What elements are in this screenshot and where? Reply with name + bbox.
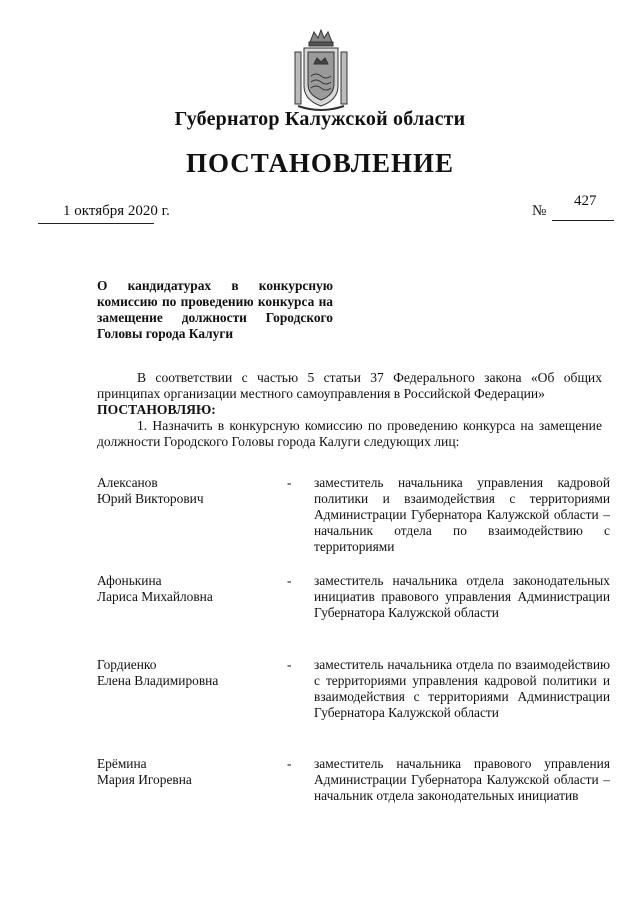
number-underline <box>552 220 614 221</box>
member-role: заместитель начальника правового управления Администрации Губернатора Калужской области – начальник отдела законодательных инициатив <box>314 756 610 803</box>
document-subject: О кандидатурах в конкурсную комиссию по проведению конкурса на замещение должности Городского Головы города Калуги <box>97 278 333 341</box>
member-given-name: Юрий Викторович <box>97 491 204 506</box>
member-given-name: Мария Игоревна <box>97 772 192 787</box>
member-given-name: Лариса Михайловна <box>97 589 213 604</box>
member-dash: - <box>287 475 292 490</box>
member-surname: Гордиенко <box>97 657 157 672</box>
preamble-paragraph: В соответствии с частью 5 статьи 37 Федерального закона «Об общих принципах организации местного самоуправления в Российской Федерации» <box>97 370 602 401</box>
document-number: 427 <box>574 193 597 209</box>
member-given-name: Елена Владимировна <box>97 673 219 688</box>
issuing-authority: Губернатор Калужской области <box>174 108 466 130</box>
coat-of-arms-emblem <box>292 28 350 114</box>
member-surname: Алексанов <box>97 475 158 490</box>
item-1-paragraph: 1. Назначить в конкурсную комиссию по проведению конкурса на замещение должности Городского Головы города Калуги следующих лиц: <box>97 418 602 449</box>
member-role: заместитель начальника отдела законодательных инициатив правового управления Администрации Губернатора Калужской области <box>314 573 610 620</box>
member-name <box>97 573 277 605</box>
member-role: заместитель начальника отдела по взаимодействию с территориями управления кадровой политики и взаимодействия с территориями Администрации Губернатора Калужской области <box>314 657 610 720</box>
member-name <box>97 756 277 788</box>
document-date: 1 октября 2020 г. <box>63 203 170 219</box>
member-dash: - <box>287 573 292 588</box>
member-role: заместитель начальника управления кадровой политики и взаимодействия с территориями Администрации Губернатора Калужской области – начальник отдела по взаимодействию с территориями <box>314 475 610 554</box>
decree-word: ПОСТАНОВЛЯЮ: <box>97 402 216 417</box>
member-dash: - <box>287 657 292 672</box>
document-body <box>97 370 602 450</box>
member-name <box>97 475 277 507</box>
member-name <box>97 657 277 689</box>
member-surname: Афонькина <box>97 573 162 588</box>
member-dash: - <box>287 756 292 771</box>
member-surname: Ерёмина <box>97 756 147 771</box>
date-underline <box>38 223 154 224</box>
document-type-title: ПОСТАНОВЛЕНИЕ <box>185 148 455 178</box>
number-label: № <box>532 203 547 219</box>
